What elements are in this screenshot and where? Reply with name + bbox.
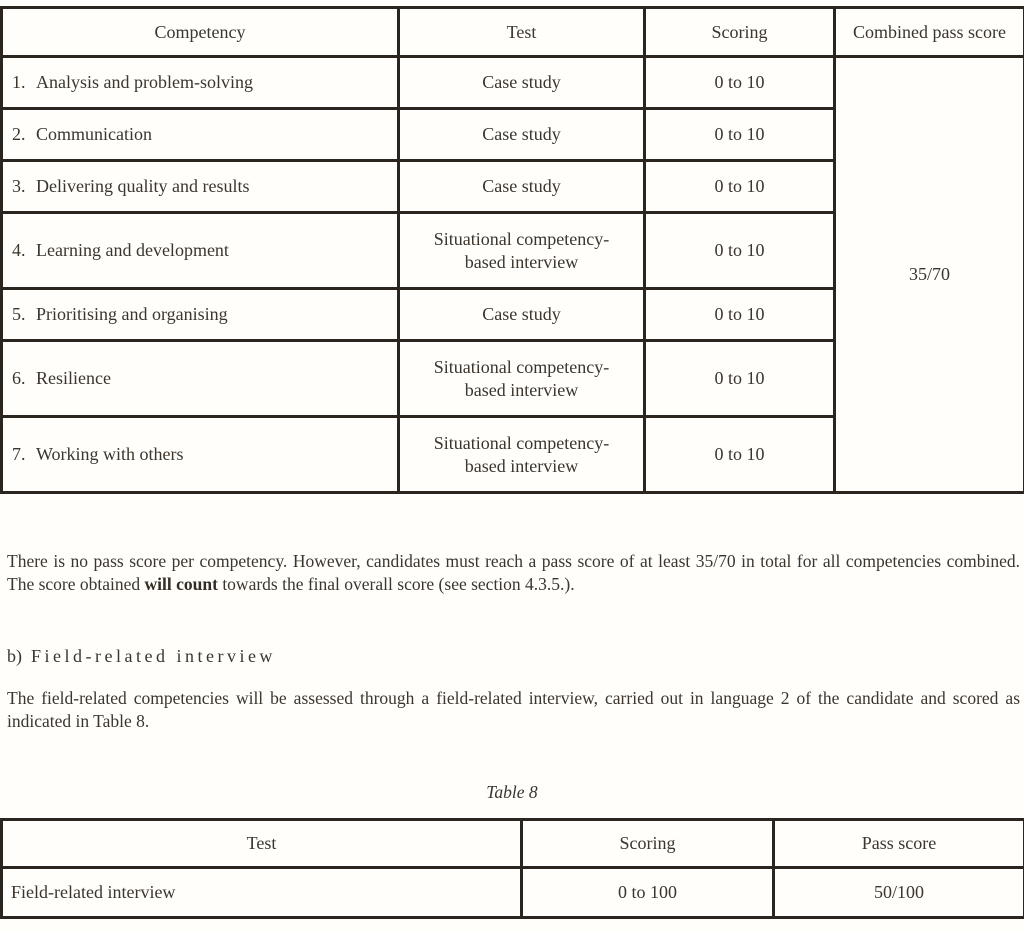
- competency-cell: [2, 57, 399, 109]
- test-cell: Situational competency-based interview: [399, 213, 645, 289]
- competency-table-header: [2, 8, 1024, 57]
- scoring-cell: 0 to 10: [645, 341, 835, 417]
- competency-label: Communication: [36, 124, 152, 144]
- competency-label: Analysis and problem-solving: [36, 72, 253, 92]
- test-cell: Case study: [399, 289, 645, 341]
- table-row: [2, 868, 1024, 918]
- competency-label: Learning and development: [36, 240, 229, 260]
- competency-label: Prioritising and organising: [36, 304, 228, 324]
- test-cell: Case study: [399, 161, 645, 213]
- competency-label: Delivering quality and results: [36, 176, 249, 196]
- table-8-caption: Table 8: [0, 782, 1024, 803]
- row-number: 4.: [12, 240, 36, 261]
- header-test: Test: [399, 8, 645, 57]
- test-cell: Case study: [399, 57, 645, 109]
- scoring-cell: 0 to 10: [645, 289, 835, 341]
- competency-cell: [2, 161, 399, 213]
- test-cell: Situational competency-based interview: [399, 341, 645, 417]
- competency-cell: [2, 341, 399, 417]
- scoring-cell: 0 to 100: [522, 868, 774, 918]
- section-title: Field-related interview: [31, 646, 276, 666]
- field-related-table: [0, 818, 1024, 919]
- document-page: [0, 6, 1024, 932]
- paragraph-text: There is no pass score per competency. However, candidates must reach a pass score of at least 35/70 in total for all competencies combined. The score obtained: [7, 551, 1020, 594]
- scoring-cell: 0 to 10: [645, 417, 835, 493]
- section-b-heading: [0, 646, 1024, 667]
- combined-pass-score-cell: 35/70: [835, 57, 1024, 493]
- competency-cell: [2, 289, 399, 341]
- competency-label: Working with others: [36, 444, 184, 464]
- competency-cell: [2, 213, 399, 289]
- bold-will-count: will count: [145, 574, 218, 594]
- header-combined-pass-score: Combined pass score: [835, 8, 1024, 57]
- header-test: Test: [2, 820, 522, 868]
- scoring-cell: 0 to 10: [645, 213, 835, 289]
- test-cell: Field-related interview: [2, 868, 522, 918]
- competency-label: Resilience: [36, 368, 111, 388]
- pass-score-cell: 50/100: [774, 868, 1024, 918]
- scoring-cell: 0 to 10: [645, 109, 835, 161]
- competency-cell: [2, 109, 399, 161]
- pass-score-paragraph: [0, 550, 1024, 596]
- header-scoring: Scoring: [645, 8, 835, 57]
- scoring-cell: 0 to 10: [645, 57, 835, 109]
- row-number: 5.: [12, 304, 36, 325]
- row-number: 7.: [12, 444, 36, 465]
- header-scoring: Scoring: [522, 820, 774, 868]
- field-table-header: [2, 820, 1024, 868]
- header-competency: Competency: [2, 8, 399, 57]
- section-prefix: b): [7, 646, 22, 666]
- header-pass-score: Pass score: [774, 820, 1024, 868]
- test-cell: Case study: [399, 109, 645, 161]
- competency-cell: [2, 417, 399, 493]
- row-number: 2.: [12, 124, 36, 145]
- test-cell: Situational competency-based interview: [399, 417, 645, 493]
- paragraph-text: towards the final overall score (see section 4.3.5.).: [218, 574, 575, 594]
- competency-table: [0, 6, 1024, 494]
- row-number: 3.: [12, 176, 36, 197]
- field-related-paragraph: The field-related competencies will be assessed through a field-related interview, carried out in language 2 of the candidate and scored as indicated in Table 8.: [0, 687, 1024, 733]
- row-number: 6.: [12, 368, 36, 389]
- scoring-cell: 0 to 10: [645, 161, 835, 213]
- row-number: 1.: [12, 72, 36, 93]
- table-row: [2, 57, 1024, 109]
